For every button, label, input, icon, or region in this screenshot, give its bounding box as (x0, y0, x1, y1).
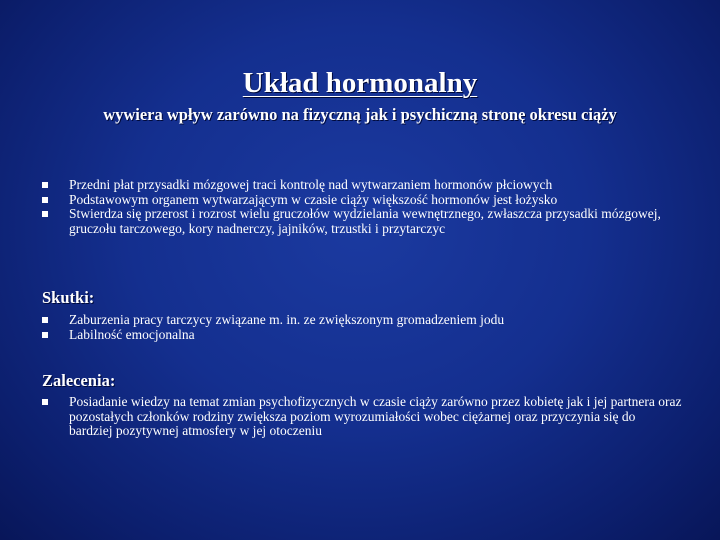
slide-title: Układ hormonalny (242, 67, 478, 99)
zalecenia-bullet-list (42, 395, 682, 439)
list-item-text: Przedni płat przysadki mózgowej traci kontrolę nad wytwarzaniem hormonów płciowych (69, 177, 553, 192)
list-item (42, 193, 682, 208)
skutki-bullet-list (42, 313, 682, 342)
square-bullet-icon (42, 399, 48, 405)
square-bullet-icon (42, 317, 48, 323)
list-item-text: Zaburzenia pracy tarczycy związane m. in. ze zwiększonym gromadzeniem jodu (69, 312, 505, 327)
list-item-text: Stwierdza się przerost i rozrost wielu gruczołów wydzielania wewnętrznego, zwłaszcza przysadki mózgowej, gruczołu tarczowego, kory nadnerczy, jajników, trzustki i przytarczyc (69, 206, 661, 237)
list-item (42, 395, 682, 439)
list-item-text: Labilność emocjonalna (69, 326, 195, 342)
slide-subtitle: wywiera wpływ zarówno na fizyczną jak i psychiczną stronę okresu ciąży (103, 105, 617, 124)
skutki-heading: Skutki: (42, 288, 95, 307)
list-item (42, 328, 682, 343)
square-bullet-icon (42, 211, 48, 217)
square-bullet-icon (42, 182, 48, 188)
intro-bullet-list (42, 178, 682, 237)
list-item-text: Posiadanie wiedzy na temat zmian psychofizycznych w czasie ciąży zarówno przez kobietę jak i jej partnera oraz pozostałych członków rodziny zwiększa poziom wyrozumiałości wobec ciężarnej oraz przyczynia się do bardziej pozytywnej atmosfery w jej otoczeniu (69, 394, 682, 439)
square-bullet-icon (42, 197, 48, 203)
list-item (42, 207, 682, 236)
zalecenia-heading: Zalecenia: (42, 371, 116, 390)
list-item (42, 178, 682, 193)
square-bullet-icon (42, 332, 48, 338)
list-item-text: Podstawowym organem wytwarzającym w czasie ciąży większość hormonów jest łożysko (69, 191, 558, 207)
list-item (42, 313, 682, 328)
